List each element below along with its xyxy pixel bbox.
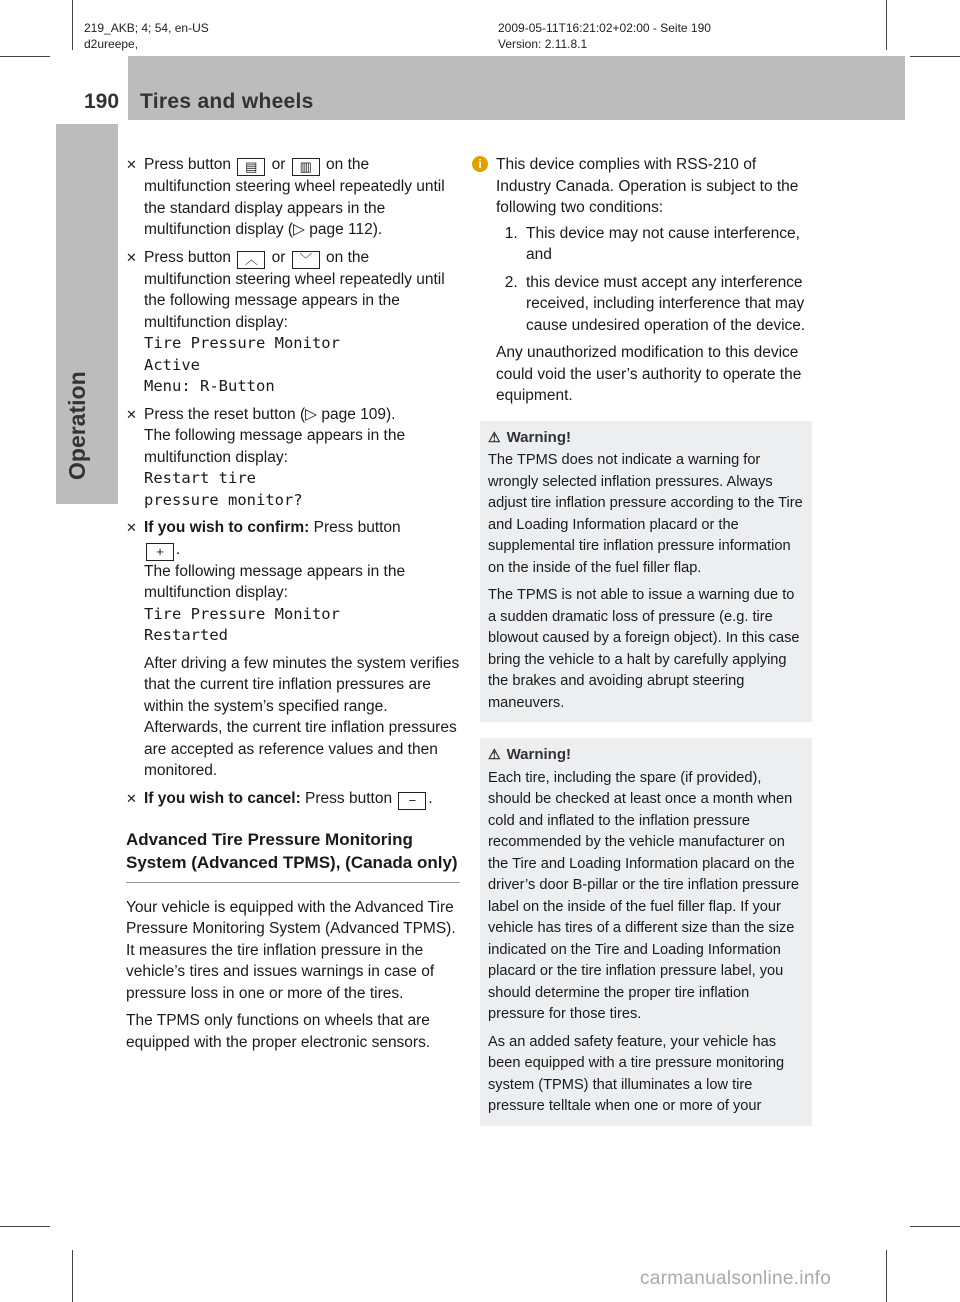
watermark: carmanualsonline.info: [640, 1268, 832, 1289]
section-heading: Advanced Tire Pressure Monitoring System (Advanced TPMS), (Canada only): [126, 829, 458, 872]
list-item: 1. This device may not cause interference, and: [522, 223, 812, 266]
display-button-icon: ▤: [237, 158, 265, 176]
display-button-icon: ▥: [292, 158, 320, 176]
crop-mark: [72, 0, 73, 50]
plus-button-icon: +: [146, 543, 174, 561]
warning-icon: ⚠: [488, 746, 501, 762]
step-1: ✕ Press button ▤ or ▥ on the multifunction steering wheel repeatedly until the standard display appears in the multifunction display (▷ page 112).: [126, 156, 445, 238]
crop-mark: [910, 1226, 960, 1227]
warning-box: ⚠ Warning! Each tire, including the spare (if provided), should be checked at least once a month when cold and inflated to the inflation pressure recommended by the vehicle manufacturer on the Tire and Loading Information placard on the driver’s door B-pillar or the tire inflation pressure label on the inside of the fuel filler flap. If your vehicle has tires of a different size than the size indicated on the Tire and Loading Information placard or the tire inflation pressure label, you should determine the proper tire inflation pressure for those tires. As an added safety feature, your vehicle has been equipped with a tire pressure monitoring system (TPMS) that illuminates a low tire pressure telltale when one or more of your: [480, 738, 812, 1126]
crop-mark: [0, 56, 50, 57]
display-message: Restart tire pressure monitor?: [144, 469, 303, 509]
left-column: [126, 154, 460, 1059]
crop-mark: [886, 0, 887, 50]
minus-button-icon: −: [398, 792, 426, 810]
step-3: ✕ Press the reset button (▷ page 109). The following message appears in the multifunction display: Restart tire pressure monitor?: [126, 404, 460, 512]
warning-icon: ⚠: [488, 428, 501, 445]
crop-mark: [0, 1226, 50, 1227]
up-button-icon: ︿: [237, 251, 265, 269]
header-divider: [124, 56, 127, 120]
step-arrow-icon: ✕: [126, 157, 137, 172]
page-number: 190: [84, 90, 120, 113]
paragraph: Your vehicle is equipped with the Advanced Tire Pressure Monitoring System (Advanced TPMS). It measures the tire inflation pressure in the vehicle’s tires and issues warnings in case of pressure loss in one or more of the tires.: [126, 898, 456, 1002]
warning-title: ⚠ Warning!: [488, 427, 804, 449]
step-arrow-icon: ✕: [126, 406, 137, 422]
step-5: ✕ If you wish to cancel: Press button − .: [126, 789, 433, 808]
info-note: i This device complies with RSS-210 of Industry Canada. Operation is subject to the following two conditions: 1. This device may not cause interference, and 2. this device must accept any interference received, including interference that may cause undesired operation of the device. Any unauthorized modification to this device could void the user’s authority to operate the equipment.: [480, 154, 812, 407]
paragraph: The TPMS only functions on wheels that are equipped with the proper electronic sensors.: [126, 1012, 431, 1051]
down-button-icon: ﹀: [292, 251, 320, 269]
step-arrow-icon: ✕: [126, 520, 137, 535]
side-tab-label: Operation: [64, 371, 90, 480]
display-message: Tire Pressure Monitor Restarted: [144, 604, 340, 644]
step-arrow-icon: ✕: [126, 790, 137, 806]
crop-mark: [72, 1250, 73, 1302]
display-message: Tire Pressure Monitor Active Menu: R-Button: [144, 334, 340, 395]
info-icon: i: [472, 156, 488, 172]
section-divider: [126, 882, 460, 883]
step-4: ✕ If you wish to confirm: Press button + . The following message appears in the multifunction display: Tire Pressure Monitor Restarted After driving a few minutes the system verifies that the current tire inflation pressures are within the system’s specified range. Afterwards, the current tire inflation pressures are accepted as reference values and then monitored.: [126, 519, 460, 779]
step-arrow-icon: ✕: [126, 249, 137, 265]
print-meta-right: 2009-05-11T16:21:02+02:00 - Seite 190 Version: 2.11.8.1: [498, 21, 711, 51]
crop-mark: [886, 1250, 887, 1302]
print-meta-left: 219_AKB; 4; 54, en-US d2ureepe,: [84, 21, 209, 51]
step-2: ✕ Press button ︿ or ﹀ on the multifunction steering wheel repeatedly until the following message appears in the multifunction display: Tire Pressure Monitor Active Menu: R-Button: [126, 247, 460, 398]
right-column: [480, 154, 812, 1126]
warning-title: ⚠ Warning!: [488, 744, 804, 766]
list-item: 2. this device must accept any interference received, including interference that may cause undesired operation of the device.: [522, 272, 812, 337]
conditions-list: [496, 223, 812, 337]
page-title: Tires and wheels: [140, 90, 314, 113]
crop-mark: [910, 56, 960, 57]
warning-box: ⚠ Warning! The TPMS does not indicate a warning for wrongly selected inflation pressures. Always adjust tire inflation pressure according to the Tire and Loading Information placard or the supplemental tire inflation pressure information on the inside of the fuel filler flap. The TPMS is not able to issue a warning due to a sudden dramatic loss of pressure (e.g. tire blowout caused by a foreign object). In this case bring the vehicle to a halt by carefully applying the brakes and avoiding abrupt steering maneuvers.: [480, 421, 812, 723]
